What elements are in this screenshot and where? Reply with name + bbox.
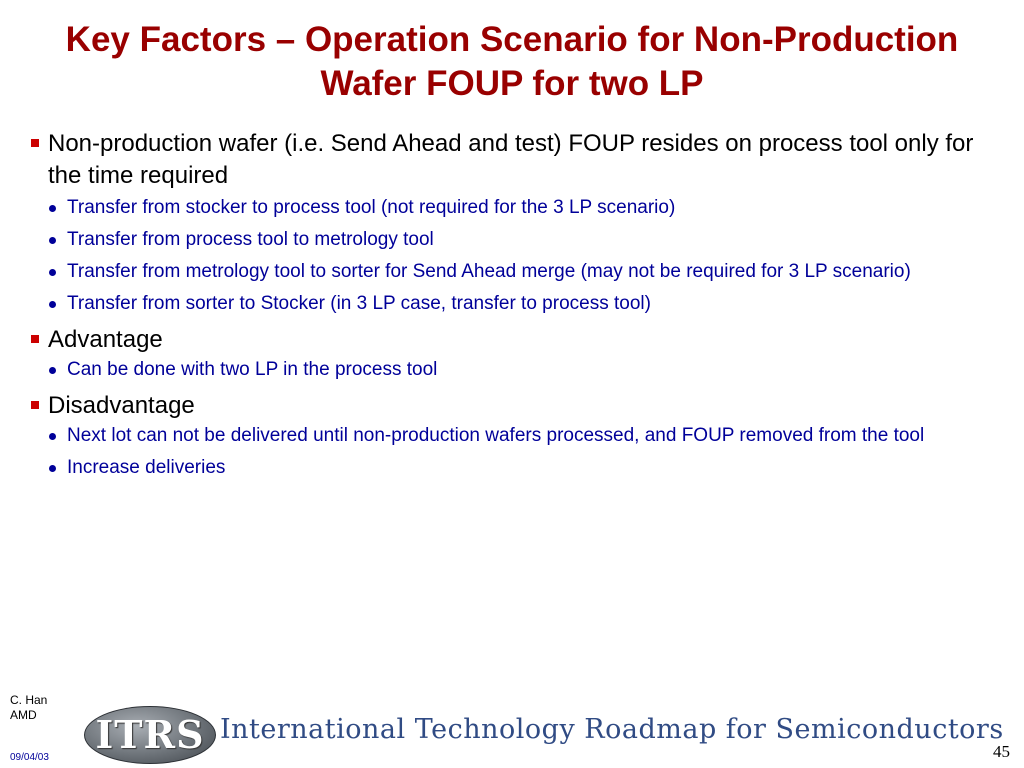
bullet-2-text: Advantage (48, 326, 163, 353)
footer-date: 09/04/03 (10, 752, 49, 763)
bullet-1 (28, 128, 998, 192)
footer-company: AMD (10, 708, 37, 722)
page-number: 45 (993, 742, 1010, 761)
slide-content (28, 128, 998, 488)
sub-bullet-text: Transfer from metrology tool to sorter for Send Ahead merge (may not be required for 3 LP scenario) (67, 261, 911, 282)
dot-bullet-icon (49, 367, 56, 374)
sub-bullet-text: Can be done with two LP in the process tool (67, 359, 438, 380)
sub-bullet-text: Transfer from process tool to metrology tool (67, 229, 434, 250)
sub-bullet-text: Transfer from stocker to process tool (not required for the 3 LP scenario) (67, 197, 676, 218)
sub-bullet-2-1 (28, 358, 998, 382)
sub-bullet-3-1 (28, 424, 998, 448)
square-bullet-icon (31, 401, 39, 409)
sub-bullet-1-3 (28, 260, 998, 284)
org-name: International Technology Roadmap for Semiconductors (220, 714, 1004, 745)
square-bullet-icon (31, 139, 39, 147)
sub-bullet-1-1 (28, 196, 998, 220)
sub-bullet-3-2 (28, 456, 998, 480)
itrs-logo-text: ITRS (95, 712, 205, 757)
sub-bullet-1-2 (28, 228, 998, 252)
dot-bullet-icon (49, 269, 56, 276)
sub-bullet-text: Transfer from sorter to Stocker (in 3 LP case, transfer to process tool) (67, 293, 651, 314)
slide-title: Key Factors – Operation Scenario for Non-Production Wafer FOUP for two LP (65, 20, 959, 103)
dot-bullet-icon (49, 301, 56, 308)
footer-author: C. Han (10, 693, 48, 707)
bullet-2 (28, 324, 998, 356)
sub-bullet-1-4 (28, 292, 998, 316)
itrs-logo (84, 706, 216, 764)
bullet-3-text: Disadvantage (48, 392, 195, 419)
bullet-1-text: Non-production wafer (i.e. Send Ahead and test) FOUP resides on process tool only for the time required (48, 130, 974, 189)
sub-bullet-text: Increase deliveries (67, 457, 226, 478)
dot-bullet-icon (49, 433, 56, 440)
square-bullet-icon (31, 335, 39, 343)
bullet-3 (28, 390, 998, 422)
dot-bullet-icon (49, 237, 56, 244)
sub-bullet-text: Next lot can not be delivered until non-production wafers processed, and FOUP removed from the tool (67, 425, 925, 446)
dot-bullet-icon (49, 205, 56, 212)
footer-author-block (10, 693, 47, 723)
dot-bullet-icon (49, 465, 56, 472)
